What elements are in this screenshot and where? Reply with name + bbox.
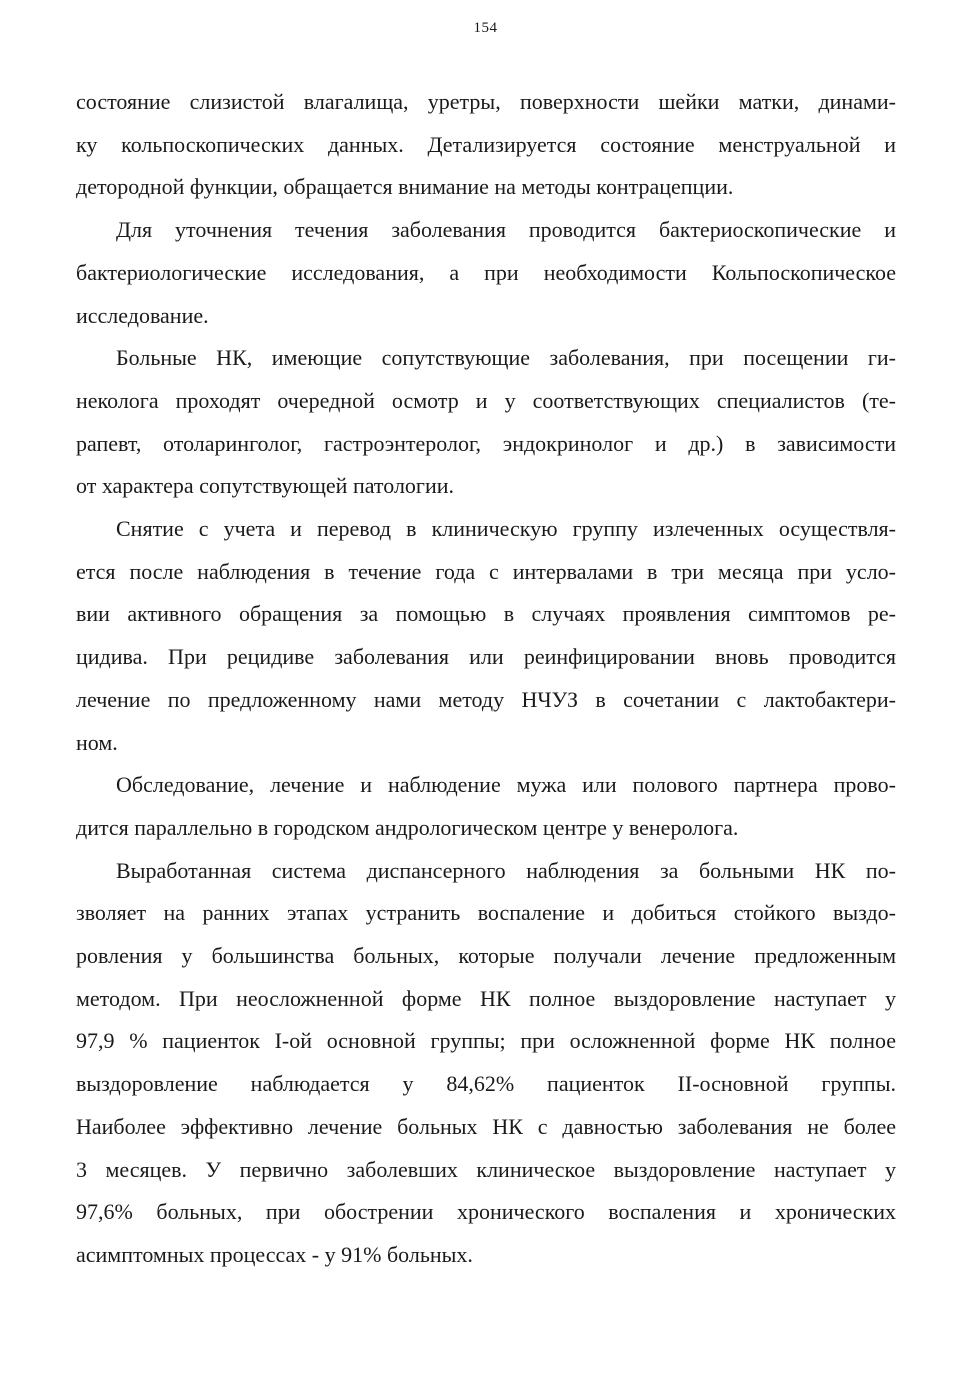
- text-line: состояние слизистой влагалища, уретры, поверхности шейки матки, динами-: [76, 89, 896, 114]
- text-line: от характера сопутствующей патологии.: [76, 473, 455, 499]
- text-line: цидива. При рецидиве заболевания или реинфицировании вновь проводится: [76, 644, 896, 670]
- text-line: рапевт, отоларинголог, гастроэнтеролог, эндокринолог и др.) в зависимости: [76, 430, 896, 456]
- text-line: бактериологические исследования, а при необходимости Кольпоскопическое: [76, 259, 896, 285]
- text-line: Для уточнения течения заболевания проводится бактериоскопические и: [116, 217, 896, 243]
- text-line: ном.: [76, 729, 118, 755]
- text-line: вии активного обращения за помощью в случаях проявления симптомов ре-: [76, 601, 896, 627]
- text-line: ровления у большинства больных, которые получали лечение предложенным: [76, 943, 896, 969]
- paragraph: [76, 764, 896, 849]
- page-number: 154: [473, 20, 498, 36]
- text-line: детородной функции, обращается внимание на методы контрацепции.: [76, 174, 734, 200]
- text-line: Снятие с учета и перевод в клиническую группу излеченных осуществля-: [116, 516, 896, 542]
- paragraph: [76, 81, 896, 209]
- text-line: асимптомных процессах - у 91% больных.: [76, 1241, 473, 1267]
- text-line: выздоровление наблюдается у 84,62% пациенток II-основной группы.: [76, 1071, 896, 1097]
- text-line: 3 месяцев. У первично заболевших клиническое выздоровление наступает у: [76, 1156, 896, 1182]
- text-line: Выработанная система диспансерного наблюдения за больными НК по-: [116, 857, 896, 883]
- paragraph: [76, 850, 896, 1277]
- text-line: Больные НК, имеющие сопутствующие заболевания, при посещении ги-: [116, 345, 896, 371]
- text-line: лечение по предложенному нами методу НЧУЗ в сочетании с лактобактери-: [76, 686, 896, 712]
- text-line: дится параллельно в городском андрологическом центре у венеролога.: [76, 814, 739, 840]
- text-line: ку кольпоскопических данных. Детализируется состояние менструальной и: [76, 131, 896, 157]
- text-body: [76, 81, 896, 1277]
- text-line: зволяет на ранних этапах устранить воспаление и добиться стойкого выздо-: [76, 900, 896, 926]
- text-line: неколога проходят очередной осмотр и у соответствующих специалистов (те-: [76, 387, 896, 413]
- text-line: Обследование, лечение и наблюдение мужа или полового партнера прово-: [116, 772, 896, 798]
- text-line: ется после наблюдения в течение года с интервалами в три месяца при усло-: [76, 558, 896, 584]
- text-line: Наиболее эффективно лечение больных НК с давностью заболевания не более: [76, 1113, 896, 1139]
- text-line: 97,6% больных, при обострении хронического воспаления и хронических: [76, 1199, 896, 1225]
- paragraph: [76, 209, 896, 337]
- text-line: исследование.: [76, 302, 209, 328]
- text-line: 97,9 % пациенток I-ой основной группы; при осложненной форме НК полное: [76, 1028, 896, 1054]
- text-line: методом. При неосложненной форме НК полное выздоровление наступает у: [76, 985, 896, 1011]
- paragraph: [76, 337, 896, 508]
- paragraph: [76, 508, 896, 764]
